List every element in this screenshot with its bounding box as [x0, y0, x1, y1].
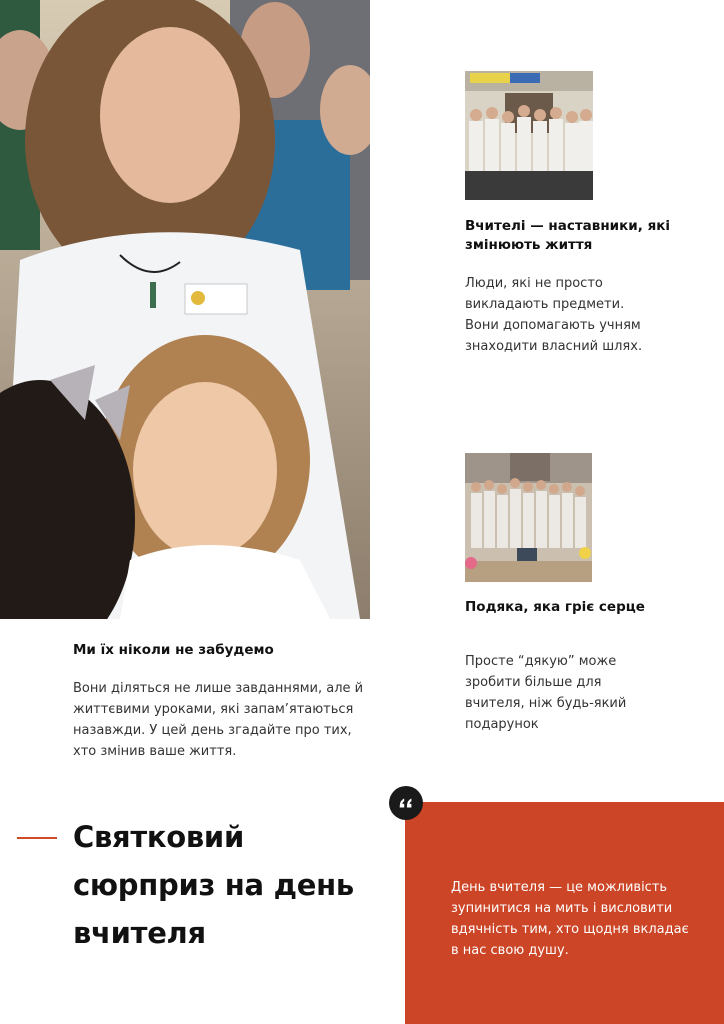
card-title-mentors: Вчителі — наставники, які змінюють життя — [465, 218, 671, 253]
memory-text: Вони діляться не лише завданнями, але й життєвими уроками, які запам’ятаються назавжди. У цей день згадайте про тих, хто змінив ваше життя. — [73, 681, 364, 759]
card-text-mentors: Люди, які не просто викладають предмети. Вони допомагають учням знаходити власний шлях. — [465, 276, 643, 354]
teachers-group-photo — [465, 71, 593, 200]
page-heading: Святковий сюрприз на день вчителя — [73, 820, 354, 950]
card-text-gratitude: Просте “дякую” може зробити більше для вчителя, ніж будь-який подарунок — [465, 654, 627, 732]
gratitude-group-photo — [465, 453, 592, 582]
hero-photo-students — [0, 0, 370, 619]
card-title-gratitude: Подяка, яка гріє серце — [465, 599, 645, 615]
quote-icon — [389, 786, 423, 820]
heading-dash — [17, 837, 57, 839]
memory-title: Ми їх ніколи не забудемо — [73, 642, 274, 658]
quote-text: День вчителя — це можливість зупинитися на мить і висловити вдячність тим, хто щодня вкладає в нас свою душу. — [451, 880, 689, 958]
